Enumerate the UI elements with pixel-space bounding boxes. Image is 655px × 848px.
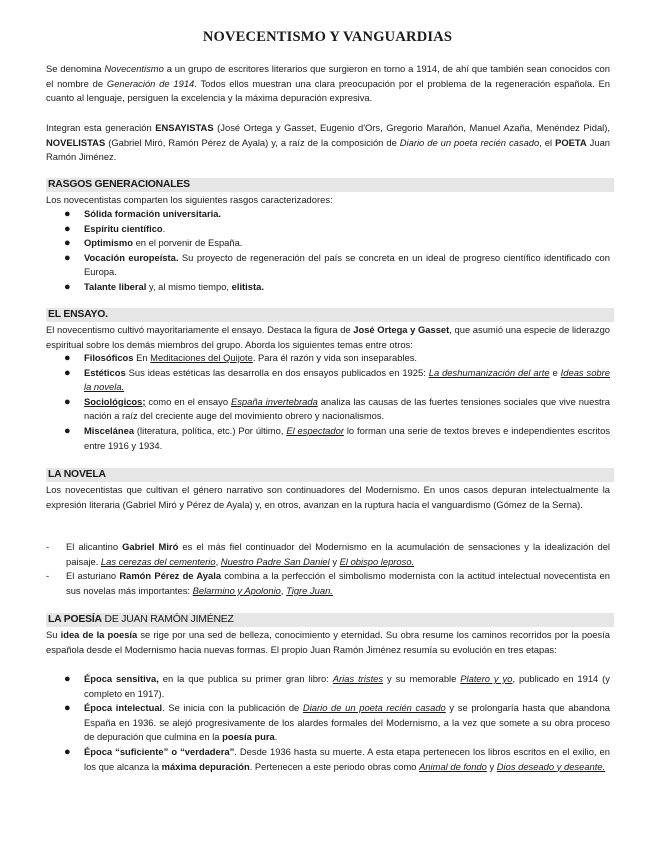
text-run: , que asumió una especie de liderazgo espiritual sobre los demás miembros del grupo. Aborda los siguientes temas entre otros: [46, 324, 611, 350]
text-run: , publicado en 1914 (y completo en 1917). [84, 673, 610, 699]
bold-text: Ramón Pérez de Ayala [119, 570, 222, 582]
text-run: y [486, 760, 497, 772]
bullet-icon: ● [64, 237, 71, 250]
bold-text: Optimismo [84, 237, 133, 249]
text-run: como en el ensayo [145, 395, 231, 407]
text-run: DE JUAN RAMÓN JIMÉNEZ [101, 614, 234, 625]
text-run: (Gabriel Miró, Ramón Pérez de Ayala) y, a raíz de la composición de [105, 136, 400, 148]
novela-list [46, 540, 610, 598]
bold-text: Miscelánea [84, 424, 135, 436]
text-run: lo forman una serie de textos breves e independientes escritos entre 1916 y 1934. [84, 424, 610, 451]
text-run: , [280, 584, 287, 596]
bold-text: Vocación europeísta. [84, 251, 179, 263]
bold-text: Época sensitiva, [84, 673, 159, 684]
title-reference: La deshumanización del arte [428, 366, 550, 378]
text-run: Juan Ramón Jiménez. [46, 136, 610, 163]
text-run: En [133, 352, 151, 363]
text-run: Meditaciones del Quijote [150, 352, 253, 363]
text-run: , el [539, 136, 556, 148]
text-run: . [105, 309, 108, 320]
text-run: y su memorable [383, 673, 461, 684]
list-item [46, 351, 610, 366]
bold-text: ENSAYISTAS [155, 122, 214, 133]
list-item [46, 236, 610, 251]
text-run: y se prolongaría hasta que abandona España en 1936. se alejó progresivamente de los alardes formales del Modernismo, a la vez que somete a su obra proceso de depuración que culmina en la [84, 702, 610, 743]
bold-text: Gabriel Miró [122, 541, 179, 552]
section-heading-novela [46, 468, 614, 482]
list-item [46, 207, 610, 222]
text-run: . Para él razón y vida son inseparables. [252, 352, 417, 363]
bullet-icon: ● [64, 745, 71, 758]
title-reference: España invertebrada [230, 395, 318, 407]
bold-text: LA POESÍA [48, 614, 102, 625]
text-run: . Se inicia con la publicación de [162, 702, 303, 714]
text-run: a un grupo de escritores literarios que surgieron en torno a 1914, de ahí que también sean conocidos con el nombre de [46, 63, 610, 89]
title-reference: Arias tristes [332, 673, 384, 684]
text-run: . [162, 222, 166, 234]
text-run: en el porvenir de España. [132, 237, 243, 249]
text-run: es el más fiel continuador del Modernismo en la acumulación de sensaciones y la idealización del paisaje. [66, 541, 611, 567]
text-run: . Desde 1936 hasta su muerte. A esta etapa pertenecen los libros escritos en el exilio, en los que alcanza la [84, 745, 610, 772]
bold-text: Filosóficos [84, 352, 134, 363]
text-run: e [549, 366, 561, 378]
bullet-icon: ● [64, 251, 71, 264]
bullet-icon: ● [64, 702, 71, 715]
text-run: y, al mismo tiempo, [146, 280, 232, 292]
intro-paragraph-2 [46, 121, 610, 165]
bold-text: máxima depuración [161, 760, 250, 772]
bullet-icon: ● [64, 673, 71, 685]
list-item [46, 569, 610, 598]
section-heading-ensayo [46, 308, 614, 322]
rasgos-intro [46, 193, 610, 208]
bold-text: NOVELISTAS [46, 136, 106, 148]
text-run: Su proyecto de regeneración del país se concreta en un ideal de progreso científico identificado con Europa. [84, 251, 610, 278]
bold-text: elitista. [231, 280, 264, 292]
bold-text: Sociológicos; [84, 395, 146, 407]
ensayo-list [46, 351, 610, 453]
list-item [46, 745, 610, 774]
section-heading-poesia [46, 613, 614, 627]
bullet-icon: ● [64, 424, 71, 437]
bold-text: Talante liberal [84, 280, 147, 292]
novela-intro [46, 483, 610, 512]
title-reference: Ideas sobre la novela. [84, 366, 610, 393]
section-heading-rasgos [46, 178, 614, 192]
text-run: El asturiano [66, 570, 120, 582]
list-item [46, 222, 610, 237]
text-run: se rige por una sed de belleza, conocimiento y eternidad. Su obra resume los caminos recorridos por la poesía española desde el Modernismo hacia nuevas formas. El propio Juan Ramón Jiménez resumía su evolución en tres etapas: [46, 629, 610, 655]
list-item [46, 540, 610, 569]
title-reference: Novecentismo [104, 63, 164, 74]
text-run: y [329, 555, 340, 567]
title-reference: Diario de un poeta recién casado [399, 136, 540, 148]
bold-text: Época “suficiente” o “verdadera” [84, 745, 235, 757]
text-run: Se denomina [46, 63, 105, 74]
text-run: Sus ideas estéticas las desarrolla en dos ensayos publicados en 1925: [125, 366, 429, 378]
text-run: . Todos ellos muestran una clara preocupación por el problema de la regeneración española. En cuanto al lenguaje, persiguen la excelencia y la máxima depuración expresiva. [46, 77, 610, 104]
text-run: Integran esta generación [46, 122, 156, 133]
text-run: Los novecentistas que cultivan el género narrativo son continuadores del Modernismo. En unos casos depuran intelectualmente la expresión literaria (Gabriel Miró y Pérez de Ayala) y, en otros, avanzan en la ruptura hacia el vanguardismo (Gómez de la Serna). [46, 484, 610, 510]
text-run: . Pertenecen a este periodo obras como [249, 760, 420, 772]
poesia-list [46, 672, 610, 774]
bullet-icon: ● [64, 222, 71, 235]
title-reference: El espectador [286, 424, 344, 436]
title-reference: El obispo leproso. [339, 555, 415, 567]
title-reference: Animal de fondo [419, 760, 487, 772]
text-run: El novecentismo cultivó mayoritariamente el ensayo. Destaca la figura de [46, 324, 354, 335]
bullet-icon: ● [64, 366, 71, 379]
poesia-intro [46, 628, 610, 657]
bullet-icon: ● [64, 280, 71, 293]
bold-text: José Ortega y Gasset [353, 324, 450, 335]
intro-paragraph-1 [46, 62, 610, 106]
text-run: El alicantino [66, 541, 123, 552]
title-reference: Platero y yo [460, 673, 513, 684]
title-reference: Nuestro Padre San Daniel [220, 555, 330, 567]
dash-bullet-icon: - [46, 570, 50, 582]
bold-text: POETA [555, 136, 587, 148]
title-reference: Diario de un poeta recién casado [302, 702, 446, 714]
list-item [46, 251, 610, 280]
title-reference: Tigre Juan. [286, 584, 333, 596]
title-reference: Generación de 1914 [106, 77, 195, 89]
text-run: en la que publica su primer gran libro: [158, 673, 333, 684]
list-item [46, 701, 610, 745]
title-reference: Belarmino y Apolonio [192, 584, 281, 596]
bold-text: LA NOVELA [48, 469, 106, 480]
text-run: . [274, 731, 278, 743]
bold-text: Época intelectual [84, 702, 163, 714]
ensayo-intro [46, 323, 610, 352]
page-title: NOVECENTISMO Y VANGUARDIAS [202, 29, 453, 45]
text-run: Su [46, 629, 61, 640]
title-reference: Las cerezas del cementerio [100, 555, 216, 567]
bullet-icon: ● [64, 352, 71, 364]
bullet-icon: ● [64, 395, 71, 408]
text-run: Los novecentistas comparten los siguientes rasgos caracterizadores: [46, 194, 333, 205]
dash-bullet-icon: - [46, 541, 50, 552]
list-item [46, 280, 610, 295]
title-reference: Dios deseado y deseante. [496, 760, 606, 772]
bold-text: RASGOS GENERACIONALES [48, 179, 190, 190]
text-run: combina a la perfección el simbolismo modernista con la actitud intelectual novecentista en sus novelas más importantes: [66, 570, 610, 596]
text-run: , [215, 555, 221, 567]
list-item [46, 395, 610, 424]
bold-text: poesía pura [222, 731, 275, 743]
list-item [46, 424, 610, 453]
list-item [46, 672, 610, 701]
bold-text: Sólida formación universitaria. [84, 208, 222, 219]
text-run: analiza las causas de las fuertes tensiones sociales que vive nuestra nación a raíz del creciente auge del movimiento obrero y nacionalismos. [84, 395, 610, 422]
list-item [46, 366, 610, 395]
bullet-icon: ● [64, 208, 71, 220]
bold-text: idea de la poesía [60, 629, 138, 640]
bold-text: Espíritu científico [84, 222, 163, 234]
bold-text: Estéticos [84, 366, 126, 378]
bold-text: EL ENSAYO [48, 309, 106, 320]
rasgos-list [46, 207, 610, 295]
text-run: (literatura, política, etc.) Por último, [134, 424, 287, 436]
text-run: (José Ortega y Gasset, Eugenio d'Ors, Gregorio Marañón, Manuel Azaña, Menéndez Pidal), [213, 122, 610, 133]
